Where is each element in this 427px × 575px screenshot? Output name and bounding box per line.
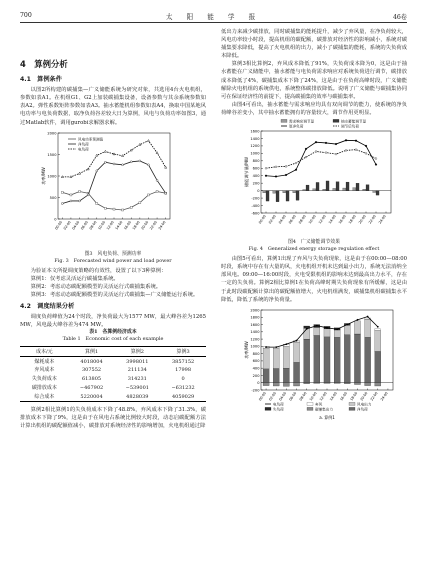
data-point [335, 153, 337, 155]
left-column [20, 28, 206, 430]
legend-label: 风电功率预测值 [78, 136, 104, 141]
y-tick-label: 0 [257, 188, 260, 193]
bar [283, 191, 286, 193]
data-point [165, 192, 167, 194]
table-cell: 煤耗成本 [34, 358, 55, 365]
data-point [275, 166, 277, 168]
x-tick-label: 24:00 [157, 219, 167, 231]
data-point [61, 191, 63, 193]
y-tick-label: 200 [252, 181, 260, 186]
data-point [122, 209, 124, 211]
data-point [265, 167, 267, 169]
legend-label: 电负荷 [273, 401, 284, 406]
data-point [96, 154, 98, 156]
bar [276, 191, 279, 202]
bar [263, 191, 266, 193]
data-point [365, 152, 367, 154]
figure-caption-zh: 图3 风电负荷、预测功率 [84, 250, 142, 257]
data-point [96, 202, 98, 204]
bar [293, 191, 296, 193]
legend-swatch [307, 402, 313, 405]
series-line [266, 316, 378, 347]
data-point [70, 200, 72, 202]
legend-label: 弃风 [315, 401, 323, 406]
data-point [87, 194, 89, 196]
data-point [315, 151, 317, 153]
bar-segment [344, 334, 350, 382]
x-tick-label: 04:00 [71, 219, 81, 231]
y-tick-label: 1400 [250, 329, 260, 334]
data-point [345, 139, 347, 141]
table-cell: −631232 [171, 384, 195, 391]
data-point [113, 153, 115, 155]
series-line [266, 150, 376, 169]
bar [273, 191, 276, 194]
legend-swatch [333, 119, 339, 122]
bar-segment [314, 327, 320, 335]
table-cell: 失负荷成本 [31, 376, 57, 383]
table-header: 成本/元 [35, 348, 53, 355]
bar-segment [334, 382, 340, 383]
bar-segment [375, 329, 381, 330]
x-tick-label: 02:00 [62, 219, 72, 231]
data-point [306, 328, 308, 330]
data-point [130, 160, 132, 162]
table-cell: 613805 [82, 376, 102, 383]
paragraph: 由图4可看出，抽水蓄能与需求响应均具有双向调节的能力，使系统的净负荷峰谷差变小，其中抽水蓄能拥有的容量较大，调节作用更明显。 [221, 101, 407, 116]
data-point [325, 152, 327, 154]
x-tick-label: 04:00 [278, 390, 288, 402]
bar [356, 183, 359, 190]
data-point [365, 145, 367, 147]
x-tick-label: 10:00 [307, 214, 317, 225]
figure-caption-en: Fig. 4 Generalized energy storage regulation effect [248, 246, 380, 253]
bar-segment [293, 362, 299, 382]
data-point [295, 162, 297, 164]
y-tick-label: 1200 [250, 144, 260, 149]
figure-caption-zh: 图4 广义储能调节效果 [287, 239, 341, 246]
data-point [345, 150, 347, 152]
table-1 [20, 346, 206, 402]
y-tick-label: 1000 [250, 344, 260, 349]
y-tick-label: -600 [251, 211, 260, 216]
paragraph: 调度负荷峰值为24个时段，净负荷最大为1577 MW，最大峰谷差为1265 MW，风电最大峰谷差为474 MW。 [20, 314, 206, 329]
data-point [147, 194, 149, 196]
y-tick-label: 1400 [250, 136, 260, 141]
figure-5a-chart [221, 304, 407, 422]
legend-swatch [349, 407, 355, 410]
x-tick-label: 00:00 [54, 219, 64, 231]
x-tick-label: 14:00 [329, 390, 338, 402]
data-point [104, 207, 106, 209]
data-point [355, 149, 357, 151]
bar [343, 188, 346, 191]
y-tick-label: -200 [251, 387, 260, 392]
data-point [316, 324, 318, 326]
bar [353, 188, 356, 191]
x-tick-label: 14:00 [327, 214, 337, 225]
x-tick-label: 06:00 [288, 390, 298, 402]
bar [296, 191, 299, 201]
data-point [139, 201, 141, 203]
bar-segment [263, 369, 269, 383]
legend-label: 净负荷 [357, 406, 368, 411]
subfigure-label: a. 算例1 [319, 414, 335, 420]
data-point [265, 346, 267, 348]
table-cell: 17998 [175, 367, 192, 374]
subsection-heading: 4.2 调度结果分析 [20, 303, 75, 311]
x-tick-label: 02:00 [268, 390, 278, 402]
y-tick-label: 1000 [250, 151, 260, 156]
table-caption-en: Table 1 Economic cost of each example [62, 336, 164, 343]
x-tick-label: 12:00 [317, 214, 327, 225]
table-cell: 4018004 [80, 358, 103, 365]
table-header: 算例2 [130, 348, 144, 355]
bar-segment [283, 346, 289, 368]
y-tick-label: 1600 [250, 129, 260, 134]
x-tick-label: 24:00 [377, 214, 387, 225]
table-cell: 314231 [127, 376, 147, 383]
data-point [70, 175, 72, 177]
plot-frame [58, 133, 170, 219]
data-point [122, 154, 124, 156]
table-cell: 0 [181, 376, 185, 383]
x-tick-label: 20:00 [140, 219, 150, 231]
x-tick-label: 22:00 [149, 219, 158, 231]
legend-label: 碳捕集出力 [315, 406, 333, 411]
y-tick-label: 1200 [250, 337, 260, 342]
legend-label: 调节后负荷 [341, 124, 359, 129]
figure-4-chart [221, 117, 407, 235]
table-cell: 碳排放成本 [31, 384, 57, 391]
y-tick-label: 600 [252, 166, 260, 171]
data-point [70, 194, 72, 196]
bar-segment [283, 368, 289, 383]
table-cell: 211134 [127, 367, 147, 374]
bar-segment [375, 330, 381, 351]
bar [313, 189, 316, 191]
x-tick-label: 20:00 [359, 390, 369, 402]
data-point [265, 175, 267, 177]
y-tick-label: 600 [252, 358, 260, 363]
table-cell: 4828039 [126, 393, 149, 400]
table-header: 算例1 [84, 348, 99, 355]
table-cell: 5220004 [80, 393, 103, 400]
data-point [357, 319, 359, 321]
data-point [367, 315, 369, 317]
y-tick-label: 0 [257, 380, 260, 385]
x-tick-label: 06:00 [287, 214, 297, 225]
legend-label: 风电出力 [357, 401, 372, 406]
data-point [346, 323, 348, 325]
case-item: 算例3：考虑动态碳配额模型的灵活运行式碳捕集—广义储能运行系统。 [30, 292, 199, 299]
y-tick-label: 400 [252, 366, 260, 371]
data-point [130, 206, 132, 208]
subsection-heading: 4.1 算例条件 [20, 76, 62, 84]
bar [366, 185, 369, 191]
page-number: 700 [20, 12, 32, 19]
y-axis-label: 储能调节量/MW [244, 156, 249, 188]
y-tick-label: 800 [252, 159, 260, 164]
data-point [79, 200, 81, 202]
data-point [285, 166, 287, 168]
y-tick-label: 1000 [47, 173, 57, 178]
table-row [20, 375, 206, 384]
table-cell: 综合成本 [34, 393, 55, 400]
table-header-row [20, 347, 206, 357]
bar [346, 182, 349, 191]
bar [373, 191, 376, 193]
bar-segment [334, 330, 340, 337]
y-tick-label: 200 [252, 373, 260, 378]
figure-5a [221, 304, 407, 425]
series-line [62, 161, 165, 204]
data-point [156, 179, 158, 181]
data-point [130, 149, 132, 151]
x-tick-label: 22:00 [367, 214, 377, 225]
bar-segment [283, 382, 289, 386]
data-point [165, 166, 167, 168]
data-point [113, 208, 115, 210]
bar-segment [314, 335, 320, 382]
x-tick-label: 02:00 [267, 214, 277, 225]
case-item: 算例1：仅考虑灵活运行碳捕集系统。 [30, 275, 119, 282]
data-point [326, 327, 328, 329]
legend-label: 需求响应调节量 [289, 119, 315, 124]
bar [306, 185, 309, 191]
bar-segment [344, 325, 350, 334]
table-header: 算例3 [176, 348, 190, 355]
bar [323, 189, 326, 190]
data-point [296, 339, 298, 341]
bar [363, 189, 366, 190]
data-point [139, 143, 141, 145]
bar-segment [344, 382, 350, 383]
bar [326, 181, 329, 191]
x-tick-label: 16:00 [123, 219, 133, 231]
running-header [20, 10, 407, 23]
right-column [221, 28, 407, 425]
bar [336, 182, 339, 191]
data-point [336, 328, 338, 330]
legend-label: 原净负荷 [289, 124, 304, 129]
bar-segment [263, 382, 269, 385]
table-cell: 307552 [82, 367, 102, 374]
table-cell: 3857152 [171, 358, 195, 365]
y-axis-label: 功率/MW [41, 166, 46, 185]
x-tick-label: 00:00 [257, 214, 267, 225]
data-point [61, 175, 63, 177]
data-point [113, 163, 115, 165]
data-point [96, 169, 98, 171]
bar-segment [324, 329, 330, 337]
table-cell: 弃风成本 [34, 367, 55, 374]
legend-swatch [307, 407, 313, 410]
data-point [275, 346, 277, 348]
case-item: 算例2：考虑动态碳配额模型的灵活运行式碳捕集系统。 [30, 283, 162, 290]
bar-segment [324, 382, 330, 383]
y-tick-label: 800 [252, 351, 260, 356]
x-tick-label: 18:00 [347, 214, 357, 225]
legend-label: 抽水蓄能调节量 [341, 119, 367, 124]
legend-swatch [265, 407, 271, 410]
data-point [78, 172, 80, 174]
bar [286, 191, 289, 201]
y-axis-label: 功率/MW [244, 340, 249, 359]
bar-segment [365, 382, 371, 385]
data-point [335, 143, 337, 145]
x-tick-label: 20:00 [357, 214, 367, 225]
data-point [375, 164, 377, 166]
paragraph: 算例2相比算例1的失负荷成本下降了48.8%，弃风成本下降了31.3%，碳排放成本下降了9%，这是由于在风电占系统比例较大时段，动态启碳配额方法计算出机组的碳配额值减小，碳排放对系统经济性的影响增加，火电机组通过降 [20, 407, 206, 430]
y-tick-label: -400 [251, 203, 260, 208]
bar-segment [304, 382, 310, 383]
table-caption [20, 329, 206, 343]
journal-name: 太 阳 能 学 报 [165, 13, 262, 21]
x-tick-label: 22:00 [369, 390, 379, 402]
data-point [104, 161, 106, 163]
table-caption-zh: 表1 各算例经济成本 [89, 329, 137, 336]
bar-segment [354, 321, 360, 334]
table-cell: 4059029 [171, 393, 195, 400]
figure-3-chart [20, 127, 206, 247]
bar-segment [365, 337, 371, 382]
bar-segment [334, 337, 340, 382]
x-tick-label: 10:00 [308, 390, 318, 402]
bar [316, 182, 319, 190]
x-tick-label: 08:00 [298, 390, 308, 402]
bar [376, 191, 379, 195]
paragraph: 算例3相比算例2，弃风成本降低了91%，失负荷成本降为0，这是由于抽水蓄能在广义储能中，抽水蓄能与电负荷需求响应对系统负荷进行调节，碳排放成本降低了4%，碳捕集成本下降了24%，这是由于在负荷高峰时段，广义储能解除火电机组的系统供电，系统整体碳排放降低。说明了广义储能与碳捕集协同可在保证经济性的前提下，提高碳捕集的效率与碳捕集率。 [221, 61, 407, 100]
bar-segment [273, 368, 279, 382]
x-tick-label: 24:00 [379, 390, 389, 402]
table-cell: 3998011 [126, 358, 149, 365]
bar-segment [375, 382, 381, 385]
y-tick-label: 0 [54, 216, 57, 221]
data-point [295, 169, 297, 171]
bar [303, 190, 306, 191]
bar [266, 191, 269, 201]
table-row [20, 384, 206, 393]
table-row [20, 357, 206, 366]
data-point [275, 176, 277, 178]
data-point [79, 190, 81, 192]
data-point [285, 174, 287, 176]
y-tick-label: 1500 [47, 152, 57, 157]
y-tick-label: 2000 [250, 307, 260, 312]
volume-label: 46卷 [392, 14, 407, 21]
x-tick-label: 18:00 [349, 390, 359, 402]
x-tick-label: 18:00 [131, 219, 141, 231]
table-row [20, 366, 206, 375]
y-tick-label: 400 [252, 174, 260, 179]
x-tick-label: 08:00 [88, 219, 98, 231]
paragraph: 由图5可看出，算例1出现了弃风与失负荷现象，这是由于在00:00—08:00时段，系统中存在有大量的风，火电机组开机未达到最小出力，系统无法消纳全部风电。09:00—16:00时段，火电受限机组的影响未达到最高出力水平，存在一定的失负荷。算例2相比算例1在负荷高峰时期失负荷现象有所缓解，这是由于此时段碳配额计算出的碳配额值增大，火电机组满发，碳捕集机组碳捕集水平降低，降低了系统的净负荷量。 [221, 256, 407, 303]
bar-segment [304, 339, 310, 383]
table-row [20, 392, 206, 401]
data-point [285, 343, 287, 345]
data-point [377, 326, 379, 328]
data-point [315, 141, 317, 143]
data-point [355, 140, 357, 142]
legend-swatch [281, 119, 287, 122]
bar-segment [354, 334, 360, 383]
bar-segment [314, 382, 320, 383]
x-tick-label: 12:00 [105, 219, 115, 231]
figure-caption [20, 251, 206, 265]
x-tick-label: 16:00 [337, 214, 347, 225]
data-point [122, 163, 124, 165]
paragraph: 以图2所构建的碳捕集—广义储能系统为研究对象，共选用4台火电机组，参数如表A1。在机组G1、G2上加装碳捕集设备，设备参数与其余系统参数如表A2。弹性系数矩阵参数如表A3。抽水蓄能机组参数如表A4，换取中国某地风电功率与电负荷数据，取净负荷谷差较大日为算例，风电与负荷功率如图3，通过Matlab软件，调用gurobi求解器求解。 [20, 87, 206, 126]
legend-label: 失负荷 [273, 406, 284, 411]
y-tick-label: 500 [49, 195, 57, 200]
figure-caption-en: Fig. 3 Forecasted wind power and load power [54, 257, 172, 264]
bar-segment [293, 342, 299, 362]
legend-label: 电负荷 [78, 146, 89, 151]
data-point [375, 158, 377, 160]
data-point [305, 148, 307, 150]
x-tick-label: 08:00 [297, 214, 307, 225]
data-point [156, 151, 158, 153]
table-cell: −467902 [79, 384, 104, 391]
bar-segment [375, 351, 381, 382]
bar-segment [293, 382, 299, 385]
data-point [104, 150, 106, 152]
data-point [139, 160, 141, 162]
x-tick-label: 12:00 [318, 390, 328, 402]
bar-segment [354, 382, 360, 384]
figure-4 [221, 117, 407, 238]
y-tick-label: 1800 [250, 315, 260, 320]
x-tick-label: 10:00 [97, 219, 107, 231]
y-tick-label: -200 [251, 196, 260, 201]
paragraph: 低出力来减少碳排放，同时碳捕集的能耗提升，减少了弃风量，在净负荷较大，风电功率较小时段，提高机组的碳配额，碳排放对经济性的影响减小，系统对碳捕集要求降低，提高了火电机组的出力，减小了碳捕集的能耗，系统的失负荷成本降低。 [221, 29, 407, 60]
bar-segment [273, 382, 279, 385]
figure-3 [20, 127, 206, 250]
x-tick-label: 16:00 [339, 390, 349, 402]
x-tick-label: 06:00 [80, 219, 89, 231]
paragraph: 为验证本文所提调度策略的有效性，设置了以下3种算例： [30, 267, 167, 274]
data-point [147, 163, 149, 165]
data-point [305, 156, 307, 158]
x-tick-label: 04:00 [277, 214, 287, 225]
bar [333, 188, 336, 190]
y-tick-label: 1600 [250, 322, 260, 327]
bar-segment [365, 319, 371, 337]
legend-swatch [349, 402, 355, 405]
x-tick-label: 14:00 [114, 219, 124, 231]
legend-label: 净负荷 [78, 141, 89, 146]
section-heading: 4 算例分析 [20, 59, 68, 69]
data-point [325, 142, 327, 144]
bar-segment [324, 337, 330, 383]
series-line [266, 140, 376, 176]
table-cell: −539001 [125, 384, 149, 391]
figure-caption [221, 239, 407, 253]
bar-segment [273, 348, 279, 368]
x-tick-label: 00:00 [258, 390, 267, 402]
bar-segment [263, 348, 269, 368]
data-point [156, 190, 158, 192]
data-point [61, 202, 63, 204]
data-point [147, 139, 149, 141]
y-tick-label: 2000 [47, 130, 57, 135]
bar-segment [304, 328, 310, 339]
